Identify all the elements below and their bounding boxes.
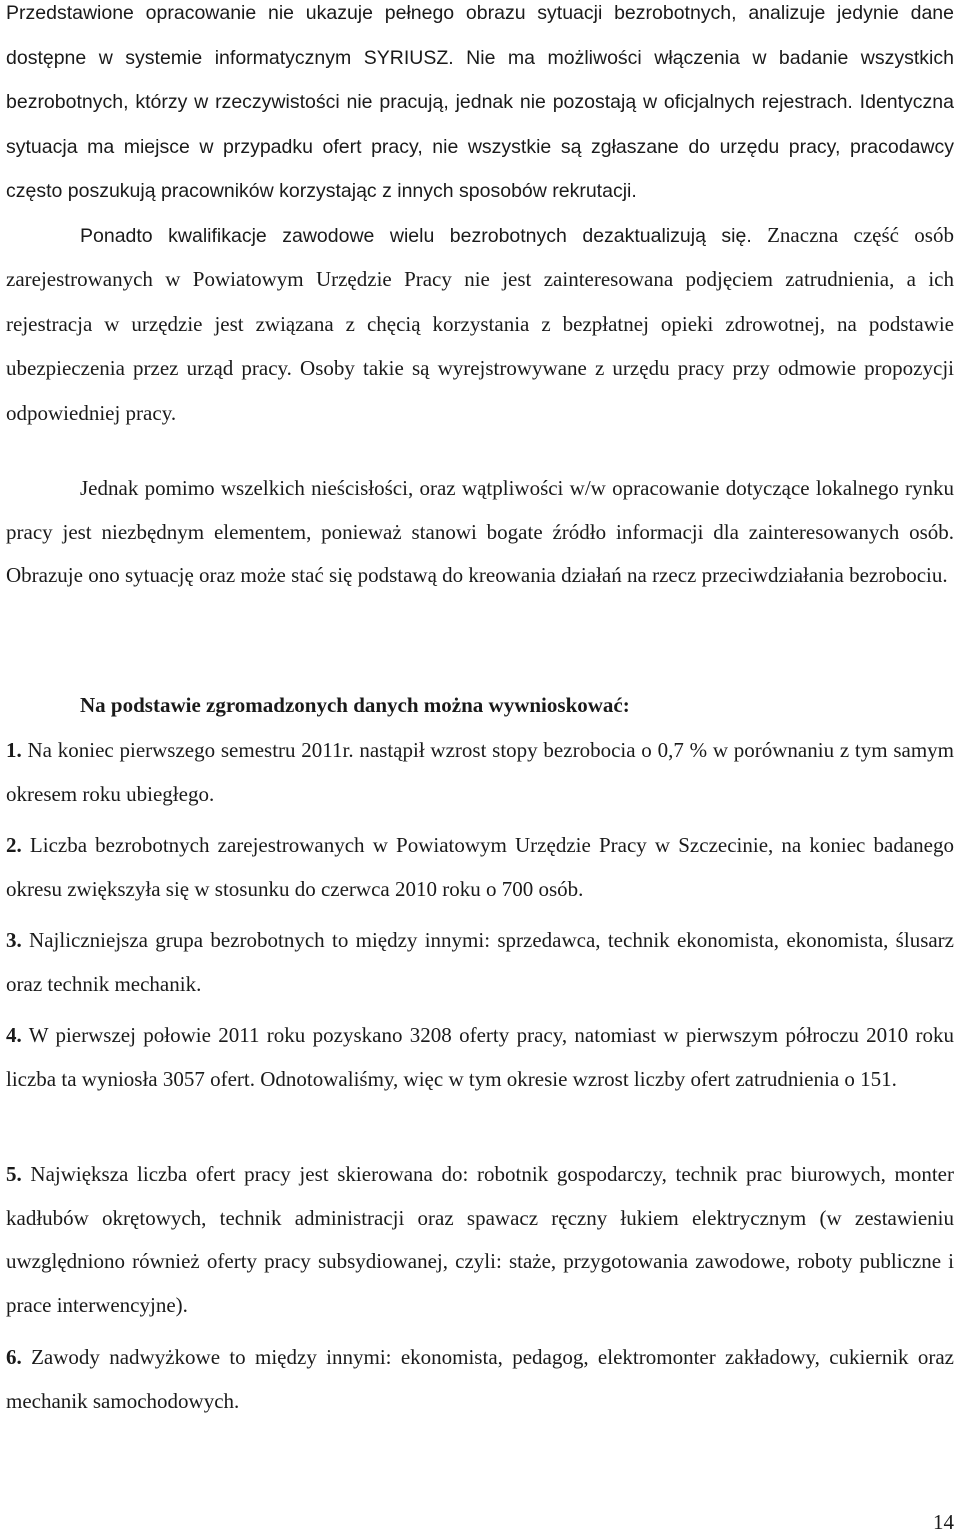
page-number: 14 [933, 1510, 954, 1534]
summary-paragraph: Jednak pomimo wszelkich nieścisłości, oraz wątpliwości w/w opracowanie dotyczące lokalnego rynku pracy jest niezbędnym elementem, ponieważ stanowi bogate źródło informacji dla zainteresowanych osób. Obrazuje ono sytuację oraz może stać się podstawą do kreowania działań na rzecz przeciwdziałania bezrobociu. [6, 476, 954, 587]
conclusion-item-2 [6, 824, 954, 911]
intro-paragraph [6, 0, 954, 436]
item-text: Największa liczba ofert pracy jest skierowana do: robotnik gospodarczy, technik prac biurowych, monter kadłubów okrętowych, technik administracji oraz spawacz ręczny łukiem elektrycznym (w zestawieniu uwzględniono również oferty pracy subsydiowanej, czyli: staże, przygotowania zawodowe, roboty publiczne i prace interwencyjne). [6, 1162, 954, 1317]
item-text: Zawody nadwyżkowe to między innymi: ekonomista, pedagog, elektromonter zakładowy, cukiernik oraz mechanik samochodowych. [6, 1345, 954, 1413]
conclusion-item-3 [6, 919, 954, 1006]
item-text: Liczba bezrobotnych zarejestrowanych w Powiatowym Urzędzie Pracy w Szczecinie, na koniec badanego okresu zwiększyła się w stosunku do czerwca 2010 roku o 700 osób. [6, 833, 954, 901]
item-text: Najliczniejsza grupa bezrobotnych to między innymi: sprzedawca, technik ekonomista, ekonomista, ślusarz oraz technik mechanik. [6, 928, 954, 996]
conclusions-heading: Na podstawie zgromadzonych danych można wywnioskować: [80, 693, 630, 717]
item-text: Na koniec pierwszego semestru 2011r. nastąpił wzrost stopy bezrobocia o 0,7 % w porównaniu z tym samym okresem roku ubiegłego. [6, 738, 954, 806]
item-number: 3. [6, 928, 22, 952]
intro-qualifications-sentence: Ponadto kwalifikacje zawodowe wielu bezrobotnych dezaktualizują się. [80, 224, 752, 247]
item-number: 4. [6, 1023, 22, 1047]
intro-text-serif: Znaczna część osób zarejestrowanych w Powiatowym Urzędzie Pracy nie jest zainteresowana podjęciem zatrudnienia, a ich rejestracja w urzędzie jest związana z chęcią korzystania z bezpłatnej opieki zdrowotnej, na podstawie ubezpieczenia przez urząd pracy. Osoby takie są wyrejstrowywane z urzędu pracy przy odmowie propozycji odpowiedniej pracy. [6, 222, 954, 425]
item-number: 2. [6, 833, 22, 857]
conclusion-item-1 [6, 729, 954, 816]
conclusion-item-6 [6, 1336, 954, 1423]
item-number: 1. [6, 738, 22, 762]
conclusion-item-4 [6, 1014, 954, 1101]
item-number: 5. [6, 1162, 22, 1186]
intro-text-sans-2 [6, 214, 954, 437]
intro-text-sans: Przedstawione opracowanie nie ukazuje pełnego obrazu sytuacji bezrobotnych, analizuje jedynie dane dostępne w systemie informatycznym SYRIUSZ. Nie ma możliwości włączenia w badanie wszystkich bezrobotnych, którzy w rzeczywistości nie pracują, jednak nie pozostają w oficjalnych rejestrach. Identyczna sytuacja ma miejsce w przypadku ofert pracy, nie wszystkie są zgłaszane do urzędu pracy, pracodawcy często poszukują pracowników korzystając z innych sposobów rekrutacji. [6, 2, 954, 202]
item-number: 6. [6, 1345, 22, 1369]
conclusion-item-5 [6, 1153, 954, 1327]
item-text: W pierwszej połowie 2011 roku pozyskano 3208 oferty pracy, natomiast w pierwszym półroczu 2010 roku liczba ta wyniosła 3057 ofert. Odnotowaliśmy, więc w tym okresie wzrost liczby ofert zatrudnienia o 151. [6, 1023, 954, 1091]
